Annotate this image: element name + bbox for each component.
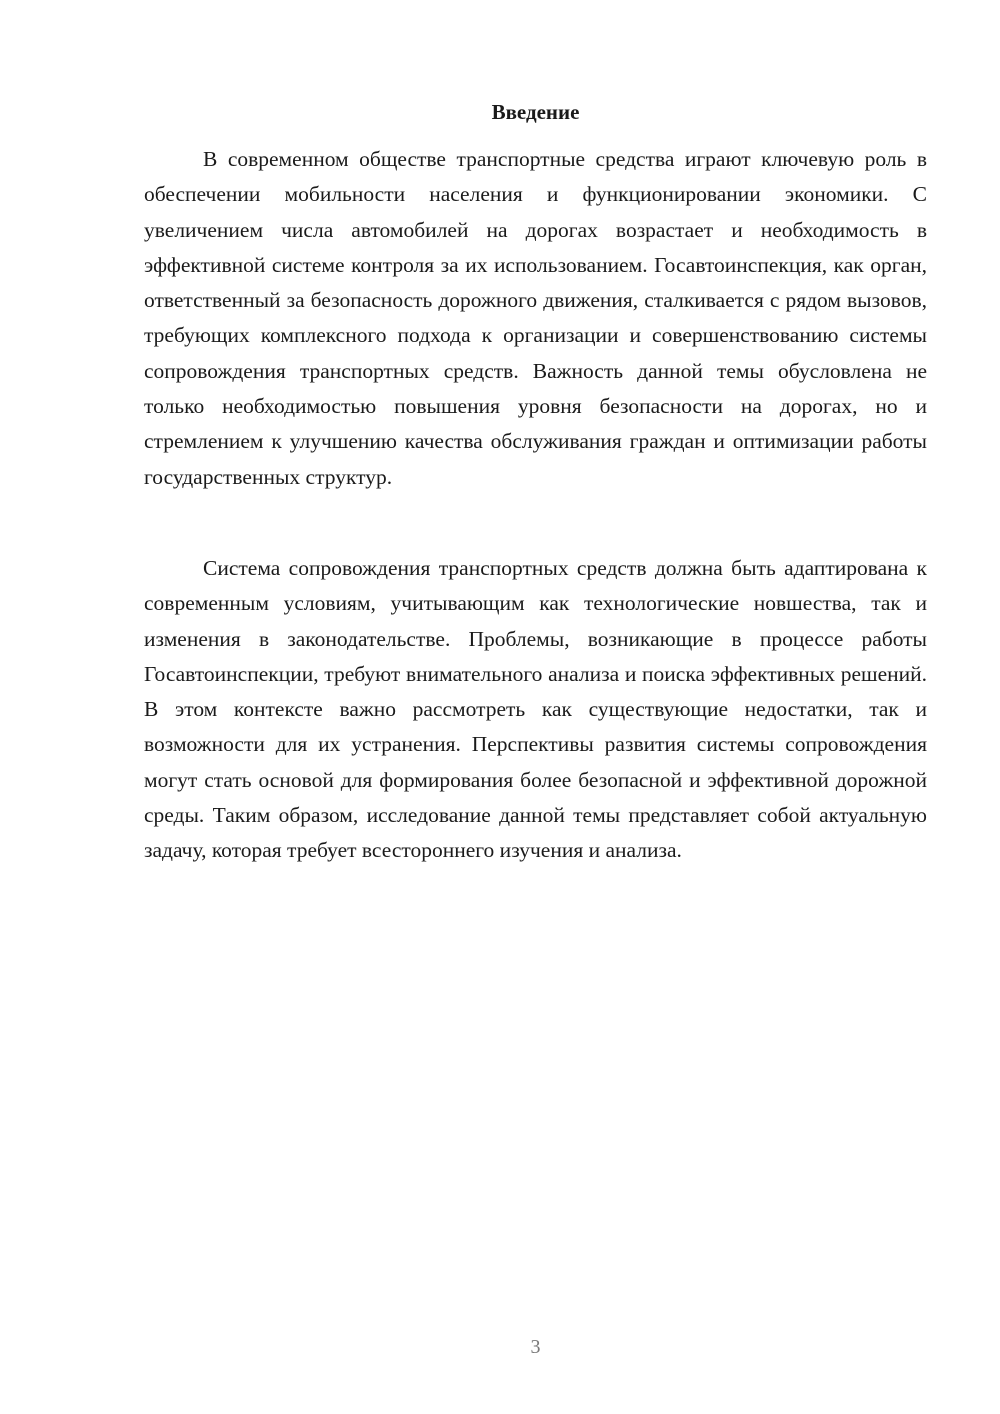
paragraph-1: В современном обществе транспортные средства играют ключевую роль в обеспечении мобильности населения и функционировании экономики. С увеличением числа автомобилей на дорогах возрастает и необходимость в эффективной системе контроля за их использованием. Госавтоинспекция, как орган, ответственный за безопасность дорожного движения, сталкивается с рядом вызовов, требующих комплексного подхода к организации и совершенствованию системы сопровождения транспортных средств. Важность данной темы обусловлена не только необходимостью повышения уровня безопасности на дорогах, но и стремлением к улучшению качества обслуживания граждан и оптимизации работы государственных структур. (144, 147, 927, 489)
page-number: 3 (530, 1336, 541, 1358)
paragraph-2: Система сопровождения транспортных средств должна быть адаптирована к современным условиям, учитывающим как технологические новшества, так и изменения в законодательстве. Проблемы, возникающие в процессе работы Госавтоинспекции, требуют внимательного анализа и поиска эффективных решений. В этом контексте важно рассмотреть как существующие недостатки, так и возможности для их устранения. Перспективы развития системы сопровождения могут стать основой для формирования более безопасной и эффективной дорожной среды. Таким образом, исследование данной темы представляет собой актуальную задачу, которая требует всестороннего изучения и анализа. (144, 556, 927, 863)
section-heading: Введение (491, 100, 580, 124)
document-page (144, 0, 927, 1414)
